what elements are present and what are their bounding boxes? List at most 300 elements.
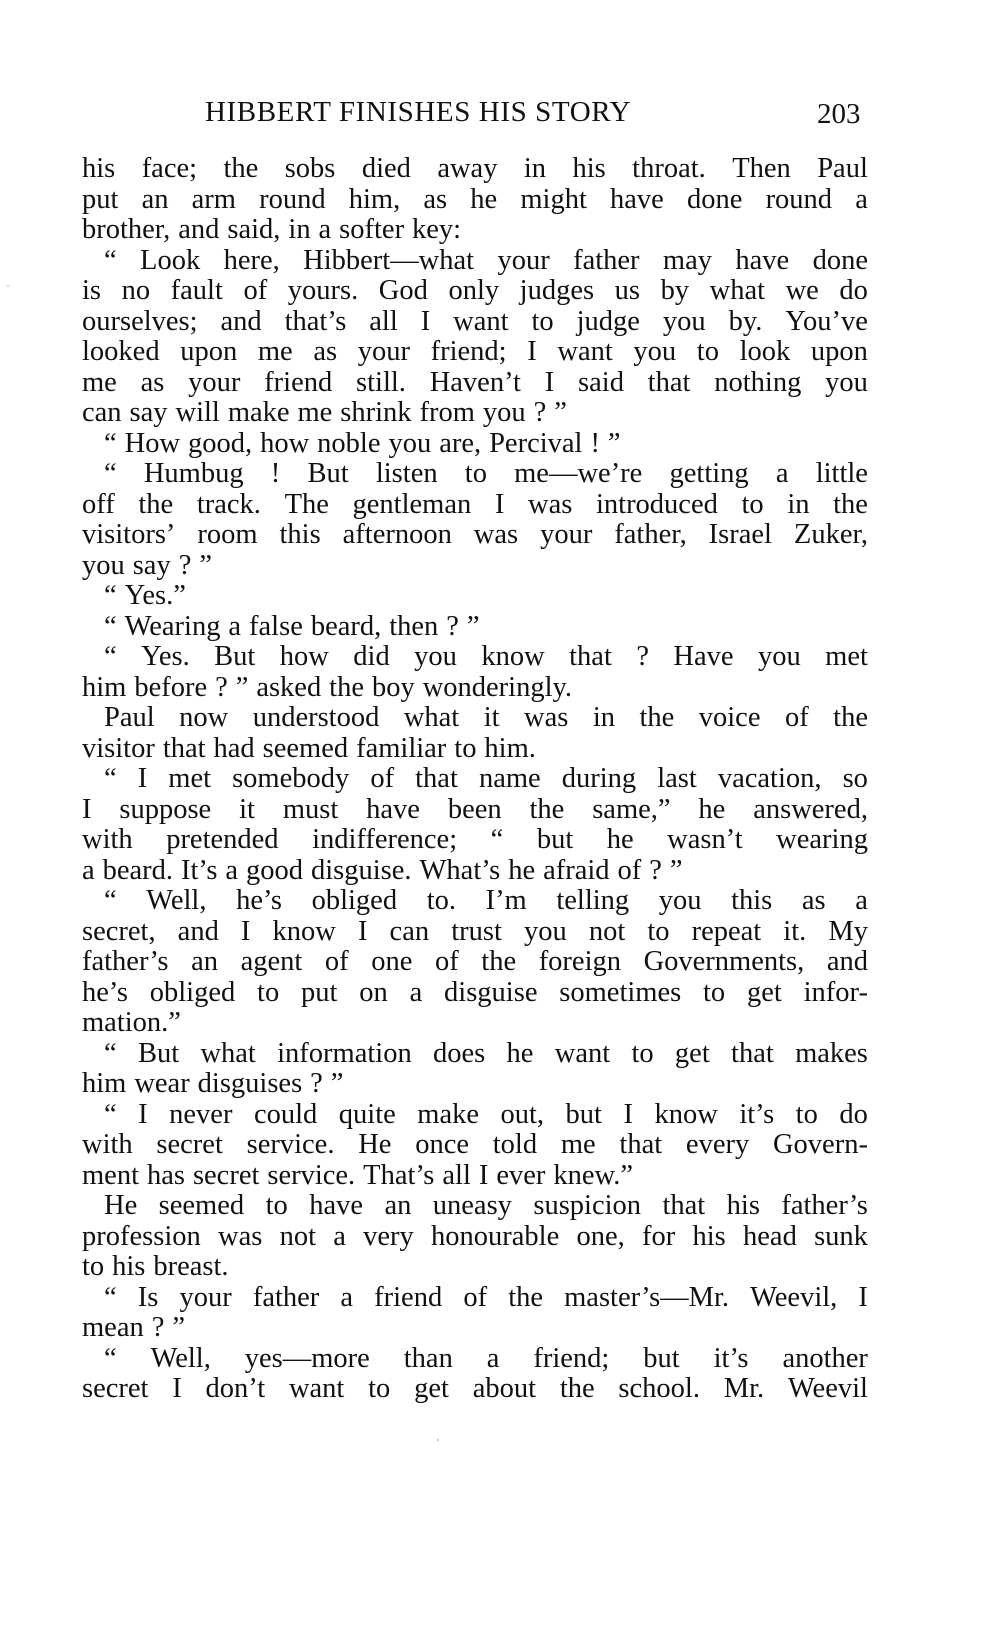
word: a [855, 183, 868, 215]
word: it [239, 793, 255, 825]
word: somebody [232, 763, 350, 794]
word: father [573, 244, 640, 276]
word: answered, [753, 793, 868, 825]
word: ment [82, 1159, 139, 1191]
word: looked [82, 336, 160, 367]
word: listen [375, 458, 438, 489]
text-line [82, 673, 868, 704]
word: you [523, 915, 567, 947]
word: key: [412, 214, 462, 245]
word: to [454, 732, 477, 764]
word: ? [649, 854, 662, 886]
word: beard. [102, 854, 174, 886]
word: boy [371, 671, 415, 703]
word: off [82, 488, 115, 520]
word: as [801, 885, 826, 916]
word: “ [104, 763, 117, 794]
word: me—we’re [514, 458, 643, 489]
word: Wearing [124, 610, 221, 642]
word: friend; [430, 336, 507, 367]
word: that [415, 763, 458, 794]
text-line [82, 1283, 868, 1314]
word: don’t [205, 1373, 266, 1404]
word: have [610, 183, 664, 215]
word: his [572, 153, 606, 184]
word: a [775, 458, 789, 489]
word: ! [590, 427, 600, 459]
text-line [82, 307, 868, 338]
word: and [177, 915, 219, 947]
word: you [388, 427, 432, 459]
word: his [726, 1190, 760, 1221]
word: agent [240, 946, 303, 977]
word: good [246, 854, 304, 886]
word: upon [810, 336, 868, 367]
word: one, [576, 1220, 625, 1252]
word: suppose [119, 793, 212, 825]
running-head: HIBBERT FINISHES HIS STORY [205, 96, 632, 128]
word: him. [484, 732, 536, 764]
word: here, [223, 244, 280, 276]
word: But [137, 1037, 180, 1069]
word: friend [374, 1281, 443, 1313]
word: to [795, 1098, 818, 1130]
word: But [307, 458, 349, 489]
word: of [243, 275, 268, 306]
word: in [288, 214, 311, 245]
word: The [284, 488, 329, 520]
word: I [544, 366, 555, 398]
word: away [437, 153, 498, 184]
word: face; [141, 153, 198, 184]
word: know [654, 1098, 718, 1130]
word: so [842, 763, 868, 794]
word: Mr. [723, 1373, 765, 1404]
word: “ [490, 824, 504, 855]
word: an [141, 183, 169, 215]
word: softer [339, 214, 405, 245]
word: Paul [104, 702, 155, 733]
word: know [481, 641, 545, 672]
text-line [82, 1100, 868, 1131]
word: the [833, 702, 868, 733]
word: in [592, 702, 615, 733]
word: good, [188, 427, 253, 459]
word: an [384, 1190, 412, 1221]
word: not [588, 915, 626, 947]
word: his [112, 1251, 146, 1282]
word: to [647, 915, 670, 947]
word: to [631, 1037, 654, 1069]
word: that’s [284, 305, 347, 337]
text-line [82, 520, 868, 551]
word: room [197, 519, 258, 550]
word: me [560, 1129, 596, 1160]
text-line [82, 276, 868, 307]
word: that [731, 1037, 774, 1069]
text-line [82, 459, 868, 490]
word: I’m [485, 885, 527, 916]
word: ” [554, 397, 567, 428]
word: repeat [691, 915, 762, 947]
word: met [168, 763, 212, 794]
word: telling [556, 885, 630, 916]
word: and [178, 214, 220, 245]
word: an [191, 946, 219, 977]
word: father [252, 1281, 320, 1313]
word: all [369, 305, 398, 337]
word: father, [614, 519, 687, 550]
word: judge [576, 305, 640, 337]
word: get [746, 976, 782, 1008]
word: father’s [82, 946, 169, 977]
word: done [687, 183, 743, 215]
word: yes—more [244, 1342, 370, 1374]
word: introduced [595, 488, 718, 520]
word: done [812, 244, 868, 276]
word: it’s [713, 1342, 749, 1374]
text-line [82, 1039, 868, 1070]
word: can [389, 915, 430, 947]
word: “ [104, 580, 117, 611]
word: make [227, 397, 290, 428]
word: ” [607, 427, 621, 459]
word: he [508, 854, 536, 886]
word: Weevil [787, 1373, 868, 1404]
word: afternoon [342, 519, 452, 550]
word: But [214, 641, 256, 672]
word: visitors’ [82, 519, 176, 550]
word: have [735, 244, 790, 276]
word: disguises [197, 1068, 303, 1099]
word: to [464, 458, 487, 489]
word: what [200, 1037, 256, 1069]
word: ? [151, 1312, 165, 1343]
word: “ [104, 1342, 117, 1374]
word: “ [104, 427, 117, 459]
word: this [731, 885, 773, 916]
text-line [82, 1344, 868, 1375]
word: Weevil, [750, 1281, 838, 1313]
word: want [288, 1373, 345, 1404]
word: the [559, 1373, 595, 1404]
word: wearing [776, 824, 868, 855]
word: he [470, 183, 498, 215]
word: ? [310, 1068, 323, 1099]
word: Zuker, [793, 519, 868, 550]
text-line [82, 1222, 868, 1253]
word: another [782, 1342, 868, 1374]
word: then [389, 610, 439, 642]
word: friend [264, 366, 333, 398]
word: Haven’t [429, 366, 521, 398]
word: of [434, 946, 459, 977]
word: seemed [262, 732, 349, 764]
word: the [223, 153, 259, 184]
word: it. [783, 915, 807, 947]
word: ” [669, 854, 683, 886]
word: a [340, 1281, 354, 1313]
word: us [614, 275, 640, 306]
word: during [561, 763, 637, 794]
word: it [483, 702, 500, 733]
word: the [529, 793, 565, 825]
word: look [739, 336, 791, 367]
word: him [82, 1068, 127, 1099]
word: a [228, 610, 242, 642]
word: head [743, 1220, 797, 1252]
word: how [260, 427, 310, 459]
word: are, [439, 427, 482, 459]
word: in [523, 153, 547, 184]
word: we [785, 275, 819, 306]
word: has [146, 1159, 185, 1191]
word: shrink [340, 397, 412, 428]
word: I [494, 488, 505, 520]
word: put [301, 976, 338, 1008]
word: nothing [714, 366, 802, 398]
word: and [826, 946, 868, 977]
word: might [520, 183, 587, 215]
word: he’s [82, 976, 128, 1008]
word: must [282, 793, 339, 825]
word: you [662, 305, 706, 337]
word: once [415, 1129, 469, 1160]
word: You’ve [785, 305, 868, 337]
word: every [685, 1129, 750, 1160]
word: get [674, 1037, 710, 1069]
word: that [619, 1129, 663, 1160]
word: that [662, 1190, 706, 1221]
word: “ [104, 885, 117, 916]
text-line [82, 886, 868, 917]
word: seemed [158, 1190, 245, 1221]
text-line [82, 642, 868, 673]
word: uneasy [432, 1190, 512, 1221]
text-line [82, 1191, 868, 1222]
word: your [179, 1281, 232, 1313]
word: same,” [592, 793, 671, 825]
word: your [188, 366, 241, 398]
word: ? [446, 610, 459, 642]
word: round [259, 183, 326, 215]
word: can [82, 397, 122, 428]
word: but [643, 1342, 680, 1374]
word: and [220, 305, 262, 337]
word: I [420, 305, 431, 337]
word: suspicion [533, 1190, 642, 1221]
word: “ [104, 458, 117, 489]
word: said, [227, 214, 281, 245]
word: I [240, 915, 251, 947]
word: the [639, 702, 675, 733]
word: sunk [814, 1220, 868, 1252]
word: secret [82, 1373, 149, 1404]
word: knew.” [553, 1159, 633, 1191]
word: mean [82, 1312, 144, 1343]
word: secret [192, 1159, 260, 1191]
word: mation.” [82, 1007, 181, 1038]
word: to [531, 305, 554, 337]
word: sobs [284, 153, 336, 184]
word: “ [104, 610, 117, 642]
word: beard, [310, 610, 382, 642]
word: sometimes [559, 976, 682, 1008]
word: by. [728, 305, 763, 337]
word: to [82, 1251, 105, 1282]
word: do [839, 1098, 868, 1130]
word: round [765, 183, 833, 215]
word: me [257, 336, 293, 367]
word: Yes. [141, 641, 190, 672]
word: ” [466, 610, 480, 642]
word: ” [172, 1312, 185, 1343]
word: what [709, 275, 766, 306]
text-line [82, 490, 868, 521]
word: that [647, 366, 691, 398]
word: It’s [181, 854, 218, 886]
page-header [0, 92, 1000, 138]
text-line [82, 1130, 868, 1161]
word: breast. [153, 1251, 229, 1282]
text-line [82, 978, 868, 1009]
word: your [540, 519, 593, 550]
word: information [277, 1037, 412, 1069]
word: of [617, 854, 642, 886]
word: service. [267, 1159, 356, 1191]
word: I [172, 1373, 182, 1404]
word: to. [426, 885, 456, 916]
text-line [82, 581, 868, 612]
word: a [333, 1220, 346, 1252]
word: want [453, 305, 509, 337]
word: father’s [781, 1190, 868, 1221]
word: from [419, 397, 475, 428]
word: I [478, 1159, 489, 1191]
word: Paul [817, 153, 868, 184]
word: of [784, 702, 809, 733]
word: ? [178, 549, 192, 581]
word: Have [673, 641, 734, 672]
word: how [279, 641, 329, 672]
word: track. [196, 488, 261, 520]
word: now [179, 702, 229, 733]
word: vacation, [717, 763, 822, 794]
word: you [633, 336, 677, 367]
text-line [82, 1069, 868, 1100]
word: I [527, 336, 537, 367]
word: secret [156, 1129, 223, 1160]
word: a [486, 1342, 500, 1374]
word: little [815, 458, 868, 489]
word: foreign [538, 946, 621, 977]
word: asked [256, 671, 322, 703]
text-line [82, 154, 868, 185]
text-line [82, 1008, 868, 1039]
word: Govern- [772, 1129, 868, 1160]
footer-speck [437, 1439, 439, 1441]
word: he [698, 793, 726, 825]
text-line [82, 368, 868, 399]
text-line [82, 1252, 868, 1283]
word: with [82, 824, 133, 855]
word: his [82, 153, 116, 184]
word: wasn’t [667, 824, 743, 855]
word: it’s [739, 1098, 775, 1130]
word: Israel [708, 519, 772, 550]
word: you [825, 366, 868, 398]
word: not [279, 1220, 316, 1252]
text-line [82, 917, 868, 948]
word: me [82, 366, 117, 398]
word: secret, [82, 915, 156, 947]
word: a [318, 214, 332, 245]
word: no [121, 275, 151, 306]
word: throat. [632, 153, 706, 184]
word: want [557, 336, 613, 367]
word: profession [82, 1220, 201, 1252]
word: I [858, 1281, 868, 1313]
text-line [82, 795, 868, 826]
word: know [272, 915, 336, 947]
word: his [692, 1220, 726, 1252]
text-line [82, 185, 868, 216]
word: the [329, 671, 364, 703]
word: I [138, 1098, 148, 1130]
word: fault [170, 275, 223, 306]
word: get [414, 1373, 449, 1404]
word: on [359, 976, 388, 1008]
text-line [82, 764, 868, 795]
word: Then [732, 153, 791, 184]
word: of [463, 1281, 488, 1313]
word: to [368, 1373, 391, 1404]
word: to [703, 976, 726, 1008]
word: I [623, 1098, 633, 1130]
word: before [134, 671, 208, 703]
word: I [82, 793, 92, 825]
page-number: 203 [817, 98, 861, 130]
word: voice [698, 702, 761, 733]
word: disguise. [311, 854, 412, 886]
word: ? [533, 397, 547, 428]
word: the [481, 946, 517, 977]
word: trust [451, 915, 502, 947]
word: wear [134, 1068, 190, 1099]
word: Governments, [643, 946, 805, 977]
word: had [213, 732, 255, 764]
word: a [82, 854, 95, 886]
word: ” [330, 1068, 344, 1099]
word: still. [356, 366, 406, 398]
word: put [82, 183, 119, 215]
word: disguise [444, 976, 538, 1008]
word: ? [215, 671, 228, 703]
word: Well, [150, 1342, 211, 1374]
word: died [361, 153, 411, 184]
word: have [366, 793, 420, 825]
word: visitor [82, 732, 155, 764]
word: How [124, 427, 181, 459]
word: that [569, 641, 612, 672]
word: obliged [311, 885, 398, 916]
word: will [175, 397, 220, 428]
text-line [82, 947, 868, 978]
text-line [82, 734, 868, 765]
word: of [324, 946, 349, 977]
word: familiar [356, 732, 447, 764]
word: as [423, 183, 448, 215]
